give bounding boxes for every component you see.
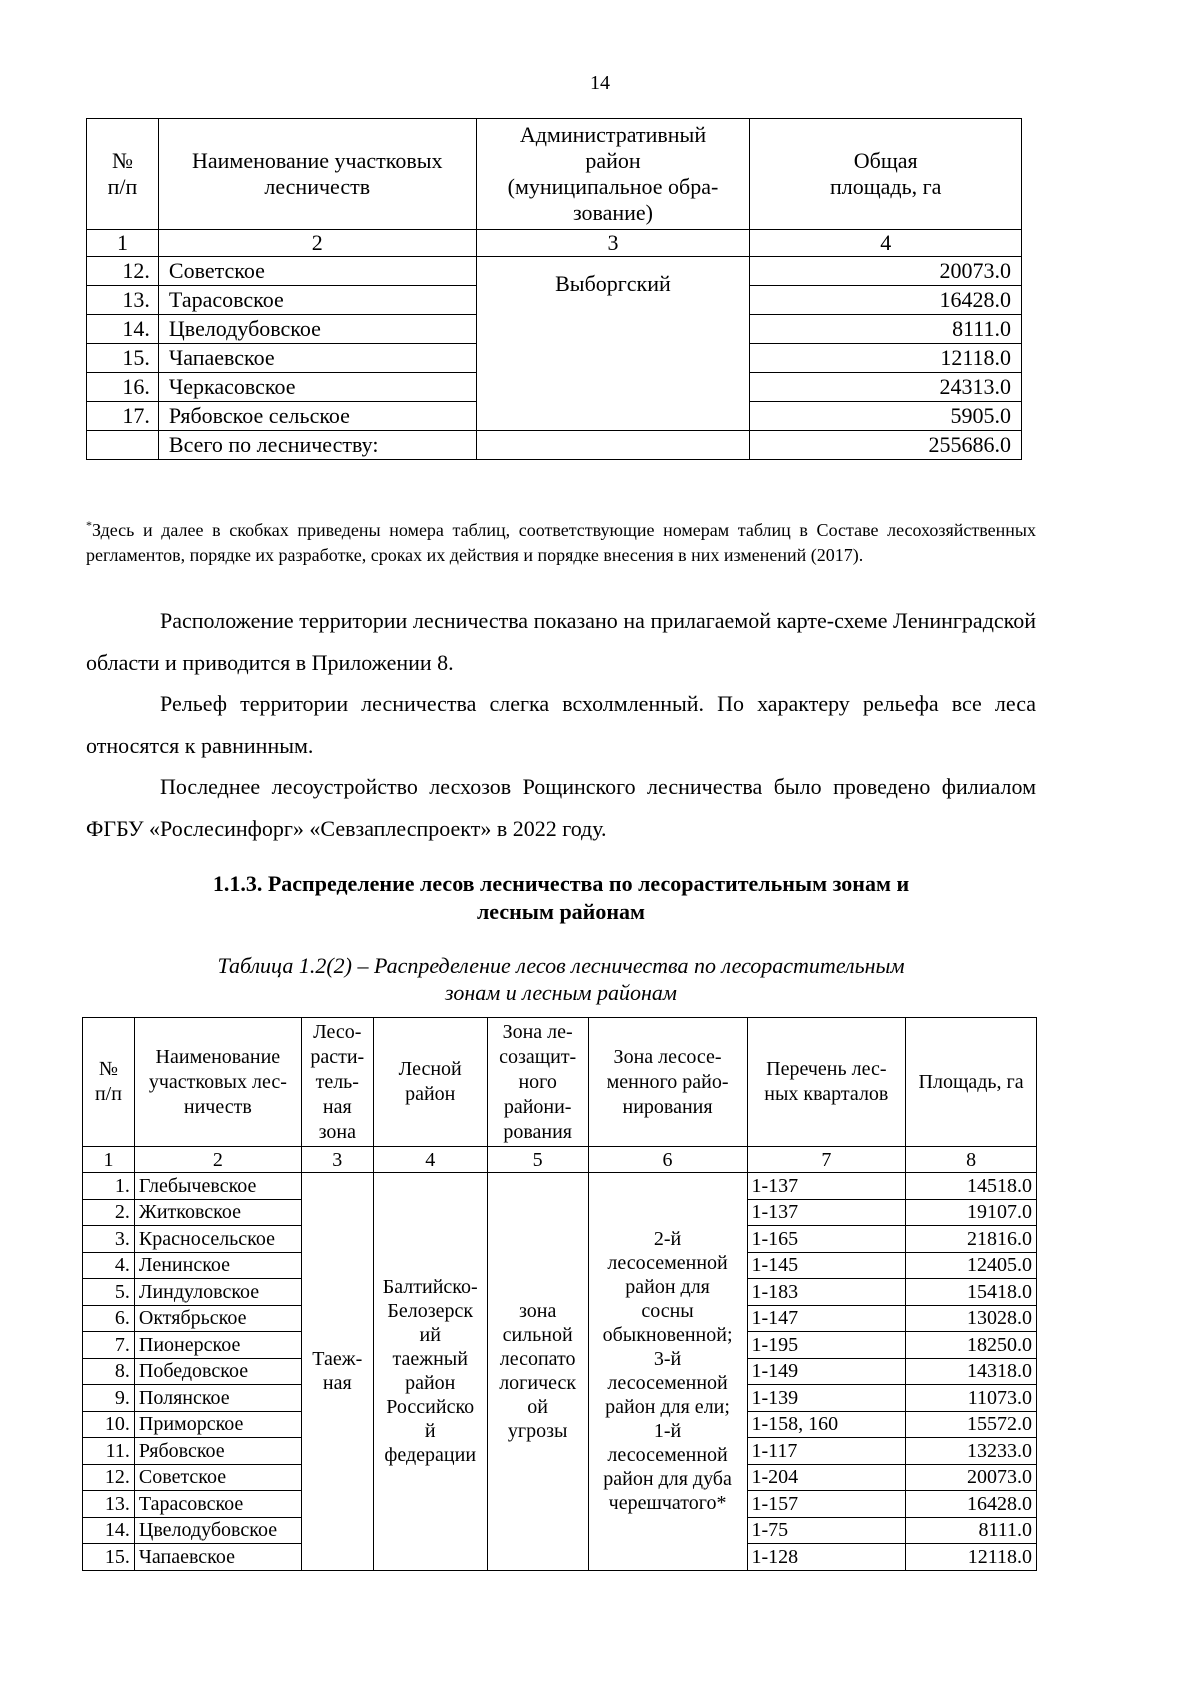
forestry-name: Ленинское [134,1252,301,1279]
row-number: 12. [83,1464,135,1491]
column-number-6: 6 [588,1147,747,1173]
row-number: 8. [83,1358,135,1385]
forestry-name: Советское [134,1464,301,1491]
column-number-3: 3 [301,1147,373,1173]
column-number-2: 2 [158,230,476,257]
area-value: 19107.0 [906,1199,1037,1226]
area-value: 8111.0 [906,1517,1037,1544]
table-header-row [87,119,1022,230]
area-value: 11073.0 [906,1385,1037,1412]
area-value: 12405.0 [906,1252,1037,1279]
forestry-name: Цвелодубовское [134,1517,301,1544]
forestry-name: Чапаевское [134,1544,301,1571]
column-header-7: Перечень лес- ных кварталов [747,1018,906,1147]
forestry-name: Октябрьское [134,1305,301,1332]
column-number-8: 8 [906,1147,1037,1173]
area-value: 21816.0 [906,1226,1037,1253]
row-number: 17. [87,402,159,431]
column-number-row [83,1147,1037,1173]
forestry-name: Полянское [134,1385,301,1412]
column-header-2: Наименование участковых лес- ничеств [134,1018,301,1147]
quarters-list: 1-75 [747,1517,906,1544]
area-value: 14518.0 [906,1173,1037,1200]
column-number-4: 4 [373,1147,487,1173]
column-number-5: 5 [487,1147,588,1173]
vegetation-zone-cell: Таеж- ная [301,1173,373,1571]
section-title-text: 1.1.3. Распределение лесов лесничества по лесорастительным зонам и лесным районам [212,871,910,924]
footnote-text: Здесь и далее в скобках приведены номера таблиц, соответствующие номерам таблиц в Составе лесохозяйственных регламентов, порядке их разработке, сроках их действия и порядке внесения в них изменений (2017). [86,520,1036,565]
forestry-name: Советское [158,257,476,286]
column-header-8: Площадь, га [906,1018,1037,1147]
row-number: 2. [83,1199,135,1226]
total-district [476,431,750,460]
area-value: 5905.0 [750,402,1022,431]
row-number: 15. [83,1544,135,1571]
forestry-name: Рябовское [134,1438,301,1465]
forestry-name: Тарасовское [158,286,476,315]
seed-zone-cell: 2-й лесосеменной район для сосны обыкновенной; 3-й лесосеменной район для ели; 1-й лесосеменной район для дуба черешчатого* [588,1173,747,1571]
quarters-list: 1-128 [747,1544,906,1571]
column-number-row [87,230,1022,257]
row-number: 3. [83,1226,135,1253]
column-number-7: 7 [747,1147,906,1173]
forestry-name: Красносельское [134,1226,301,1253]
quarters-list: 1-117 [747,1438,906,1465]
district-cell: Выборгский [476,257,750,431]
column-number-4: 4 [750,230,1022,257]
paragraph-survey: Последнее лесоустройство лесхозов Рощинского лесничества было проведено филиалом ФГБУ «Рослесинфорг» «Севзаплеспроект» в 2022 году. [86,774,1036,841]
area-value: 15418.0 [906,1279,1037,1306]
area-value: 20073.0 [750,257,1022,286]
row-number: 13. [83,1491,135,1518]
forestry-name: Тарасовское [134,1491,301,1518]
quarters-list: 1-165 [747,1226,906,1253]
area-value: 8111.0 [750,315,1022,344]
forestry-name: Черкасовское [158,373,476,402]
row-number: 6. [83,1305,135,1332]
quarters-list: 1-204 [747,1464,906,1491]
column-header-3: Лесо- расти- тель- ная зона [301,1018,373,1147]
forestry-name: Глебычевское [134,1173,301,1200]
page-number: 14 [590,72,610,94]
row-number: 4. [83,1252,135,1279]
area-value: 16428.0 [906,1491,1037,1518]
area-value: 12118.0 [750,344,1022,373]
row-number: 5. [83,1279,135,1306]
area-value: 13028.0 [906,1305,1037,1332]
quarters-list: 1-139 [747,1385,906,1412]
column-header-2: Наименование участковых лесничеств [158,119,476,230]
zones-table [82,1017,1037,1571]
total-row [87,431,1022,460]
column-number-3: 3 [476,230,750,257]
area-value: 14318.0 [906,1358,1037,1385]
quarters-list: 1-149 [747,1358,906,1385]
forestry-name: Линдуловское [134,1279,301,1306]
forestry-name: Пионерское [134,1332,301,1359]
column-header-1: № п/п [87,119,159,230]
total-label: Всего по лесничеству: [158,431,476,460]
row-number: 7. [83,1332,135,1359]
table-row [83,1173,1037,1200]
forestry-name: Житковское [134,1199,301,1226]
paragraph-relief: Рельеф территории лесничества слегка всхолмленный. По характеру рельефа все леса относятся к равнинным. [86,691,1036,758]
paragraph-location: Расположение территории лесничества показано на прилагаемой карте-схеме Ленинградской области и приводится в Приложении 8. [86,608,1036,675]
total-number [87,431,159,460]
area-value: 12118.0 [906,1544,1037,1571]
table-header-row [83,1018,1037,1147]
section-title [86,870,1036,926]
table-row [87,257,1022,286]
forestry-name: Цвелодубовское [158,315,476,344]
column-header-3: Административный район (муниципальное обра- зование) [476,119,750,230]
row-number: 14. [83,1517,135,1544]
column-number-1: 1 [87,230,159,257]
area-value: 20073.0 [906,1464,1037,1491]
forestry-name: Чапаевское [158,344,476,373]
protection-zone-cell: зона сильной лесопато логическ ой угрозы [487,1173,588,1571]
column-header-4: Лесной район [373,1018,487,1147]
row-number: 16. [87,373,159,402]
area-value: 13233.0 [906,1438,1037,1465]
row-number: 9. [83,1385,135,1412]
table-caption [86,952,1036,1006]
column-header-6: Зона лесосе- менного райо- нирования [588,1018,747,1147]
quarters-list: 1-145 [747,1252,906,1279]
column-header-5: Зона ле- созащит- ного райони- рования [487,1018,588,1147]
forestry-name: Рябовское сельское [158,402,476,431]
quarters-list: 1-157 [747,1491,906,1518]
row-number: 1. [83,1173,135,1200]
area-value: 16428.0 [750,286,1022,315]
row-number: 14. [87,315,159,344]
row-number: 13. [87,286,159,315]
row-number: 12. [87,257,159,286]
column-number-1: 1 [83,1147,135,1173]
column-number-2: 2 [134,1147,301,1173]
forestry-name: Приморское [134,1411,301,1438]
row-number: 15. [87,344,159,373]
row-number: 10. [83,1411,135,1438]
quarters-list: 1-195 [747,1332,906,1359]
quarters-list: 1-137 [747,1173,906,1200]
area-value: 18250.0 [906,1332,1037,1359]
quarters-list: 1-147 [747,1305,906,1332]
column-header-1: № п/п [83,1018,135,1147]
quarters-list: 1-183 [747,1279,906,1306]
table-caption-text: Таблица 1.2(2) – Распределение лесов лесничества по лесорастительным зонам и лесным районам [217,953,905,1005]
total-area: 255686.0 [750,431,1022,460]
footnote-marker: * [86,518,92,532]
area-value: 15572.0 [906,1411,1037,1438]
quarters-list: 1-158, 160 [747,1411,906,1438]
areas-table [86,118,1022,460]
column-header-4: Общая площадь, га [750,119,1022,230]
row-number: 11. [83,1438,135,1465]
area-value: 24313.0 [750,373,1022,402]
forestry-name: Победовское [134,1358,301,1385]
footnote [86,518,1036,568]
forest-region-cell: Балтийско- Белозерск ий таежный район Российско й федерации [373,1173,487,1571]
quarters-list: 1-137 [747,1199,906,1226]
